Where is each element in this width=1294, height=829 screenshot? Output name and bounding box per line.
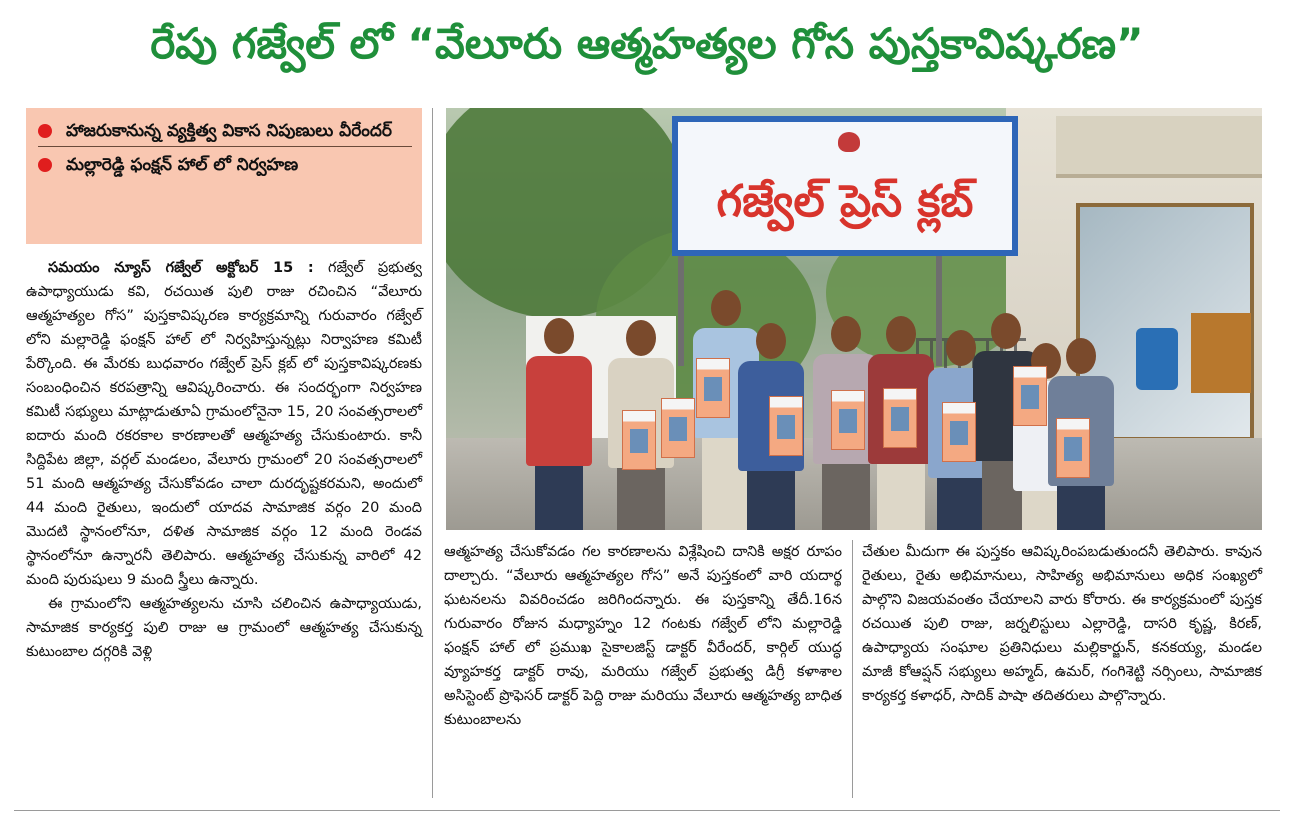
article-paragraph: ఆత్మహత్య చేసుకోవడం గల కారణాలను విశ్లేషించి దానికి అక్షర రూపం దాల్చారు. “వేలూరు ఆత్మహత్యల గోస” అనే పుస్తకంలో వారి యదార్థ ఘటనలను వివరించడం జరిగిందన్నారు. ఈ పుస్తకాన్ని తేదీ.16న గురువారం రోజున మధ్యాహ్నం 12 గంటకు గజ్వేల్ లోని మల్లారెడ్డి ఫంక్షన్ హాల్ లో ప్రముఖ సైకాలజిస్ట్ డాక్టర్ వీరేందర్, కార్గిల్ యుద్ధ వ్యూహకర్త డాక్టర్ రావు, మరియు గజ్వేల్ ప్రభుత్వ డిగ్రీ కళాశాల అసిస్టెంట్ ప్రొఫెసర్ డాక్టర్ పెద్ది రాజు మరియు వేలూరు ఆత్మహత్య బాధిత కుటుంబాలను [444, 544, 842, 728]
person-head [756, 323, 786, 359]
headline: రేపు గజ్వేల్ లో “వేలూరు ఆత్మహత్యల గోస పుస్తకావిష్కరణ” [150, 19, 1144, 68]
book-flyer [883, 388, 917, 448]
dateline: సమయం న్యూస్ గజ్వేల్ అక్టోబర్ 15 : [48, 260, 314, 276]
bullet-icon [38, 158, 52, 172]
person [524, 108, 594, 530]
highlight-item [38, 150, 412, 180]
person-trousers [617, 468, 665, 530]
article-paragraph: ఈ గ్రామంలోని ఆత్మహత్యలను చూసి చలించిన ఉపాధ్యాయుడు, సామాజిక కార్యకర్త పులి రాజు ఆ గ్రామంలో ఆత్మహత్య చేసుకున్న కుటుంబాల దగ్గరికి వెళ్లి [26, 596, 422, 660]
book-flyer [661, 398, 695, 458]
article-text: గజ్వేల్ ప్రభుత్వ ఉపాధ్యాయుడు కవి, రచయిత పులి రాజు రచించిన “వేలూరు ఆత్మహత్యల గోస” పుస్తకావిష్కరణ కార్యక్రమాన్ని గురువారం గజ్వేల్ లోని మల్లారెడ్డి ఫంక్షన్ హాల్ లో నిర్వహిస్తున్నట్లు నిర్వాహణ కమిటీ పేర్కొంది. ఈ మేరకు బుధవారం గజ్వేల్ ప్రెస్ క్లబ్ లో పుస్తకావిష్కరణకు సంబంధించిన కరపత్రాన్ని ఆవిష్కరించారు. ఈ సందర్భంగా నిర్వహణ కమిటీ సభ్యులు మాట్లాడుతూఏ గ్రామంలోనైనా 15, 20 సంవత్సరాలలో ఐదారు మంది రకరకాల కారణాలతో ఆత్మహత్య చేసుకుంటారు. కానీ సిద్దిపేట జిల్లా, వర్గల్ మండలం, వేలూరు గ్రామంలో 20 సంవత్సరాలలో 51 మంది ఆత్మహత్య చేసుకోవడం చాలా దురదృష్టకరమని, అందులో 44 మంది రైతులు, ఇందులో యాదవ సామాజిక వర్గం 20 మంది మొదటి స్థానంలోనూ, దళిత సామాజిక వర్గం 12 మంది రెండవ స్థానంలోనూ ఉన్నారనీ తెలిపారు. ఆత్మహత్య చేసుకున్న వారిలో 42 మంది పురుషులు 9 మంది స్త్రీలు ఉన్నారు. [26, 260, 422, 588]
book-flyer [1056, 418, 1090, 478]
person-head [544, 318, 574, 354]
article-column-3 [862, 540, 1262, 800]
carton-box [1191, 313, 1251, 393]
person-trousers [877, 464, 925, 530]
column-divider [432, 108, 433, 798]
person-head [1066, 338, 1096, 374]
bullet-icon [38, 124, 52, 138]
article-column-1 [26, 256, 422, 796]
press-photo [446, 108, 1262, 530]
water-can [1136, 328, 1178, 390]
person-shirt [526, 356, 592, 466]
press-club-sign-text: గజ్వేల్ ప్రెస్ క్లబ్ [716, 176, 974, 227]
highlight-text: హాజరుకానున్న వ్యక్తిత్వ వికాస నిపుణులు వీరేందర్ [66, 121, 392, 141]
person-trousers [747, 471, 795, 530]
book-flyer [831, 390, 865, 450]
book-flyer [1013, 366, 1047, 426]
bottom-rule [14, 810, 1280, 811]
sign-pole [678, 256, 684, 366]
highlights-box [26, 108, 422, 244]
person-head [626, 320, 656, 356]
book-flyer [696, 358, 730, 418]
article-column-2 [444, 540, 842, 800]
person-trousers [822, 464, 870, 530]
book-flyer [769, 396, 803, 456]
person-head [886, 316, 916, 352]
book-flyer [942, 402, 976, 462]
person-trousers [1057, 486, 1105, 530]
article-paragraph: చేతుల మీదుగా ఈ పుస్తకం ఆవిష్కరింపబడుతుందనీ తెలిపారు. కావున రైతులు, రైతు అభిమానులు, సాహిత్య అభిమానులు అధిక సంఖ్యలో పాల్గొని విజయవంతం చేయాలని వారు కోరారు. ఈ కార్యక్రమంలో పుస్తక రచయిత పులి రాజు, జర్నలిస్టులు ఎల్లారెడ్డి, దాసరి కృష్ణ, కిరణ్, ఉపాధ్యాయ సంఘాల ప్రతినిధులు మల్లికార్జున్, కనకయ్య, మండల మాజీ కోఆప్షన్ సభ్యులు అహ్మద్, ఉమర్, గంగిశెట్టి నర్సింలు, సామాజిక కార్యకర్త కళాధర్, సాదిక్ పాషా తదితరులు పాల్గొన్నారు. [862, 544, 1262, 704]
person [736, 108, 806, 530]
column-divider [852, 540, 853, 798]
person-head [831, 316, 861, 352]
person-trousers [535, 466, 583, 530]
book-flyer [622, 410, 656, 470]
highlight-text: మల్లారెడ్డి ఫంక్షన్ హాల్ లో నిర్వహణ [66, 155, 299, 175]
highlight-item [38, 116, 412, 147]
article-paragraph [26, 256, 422, 592]
